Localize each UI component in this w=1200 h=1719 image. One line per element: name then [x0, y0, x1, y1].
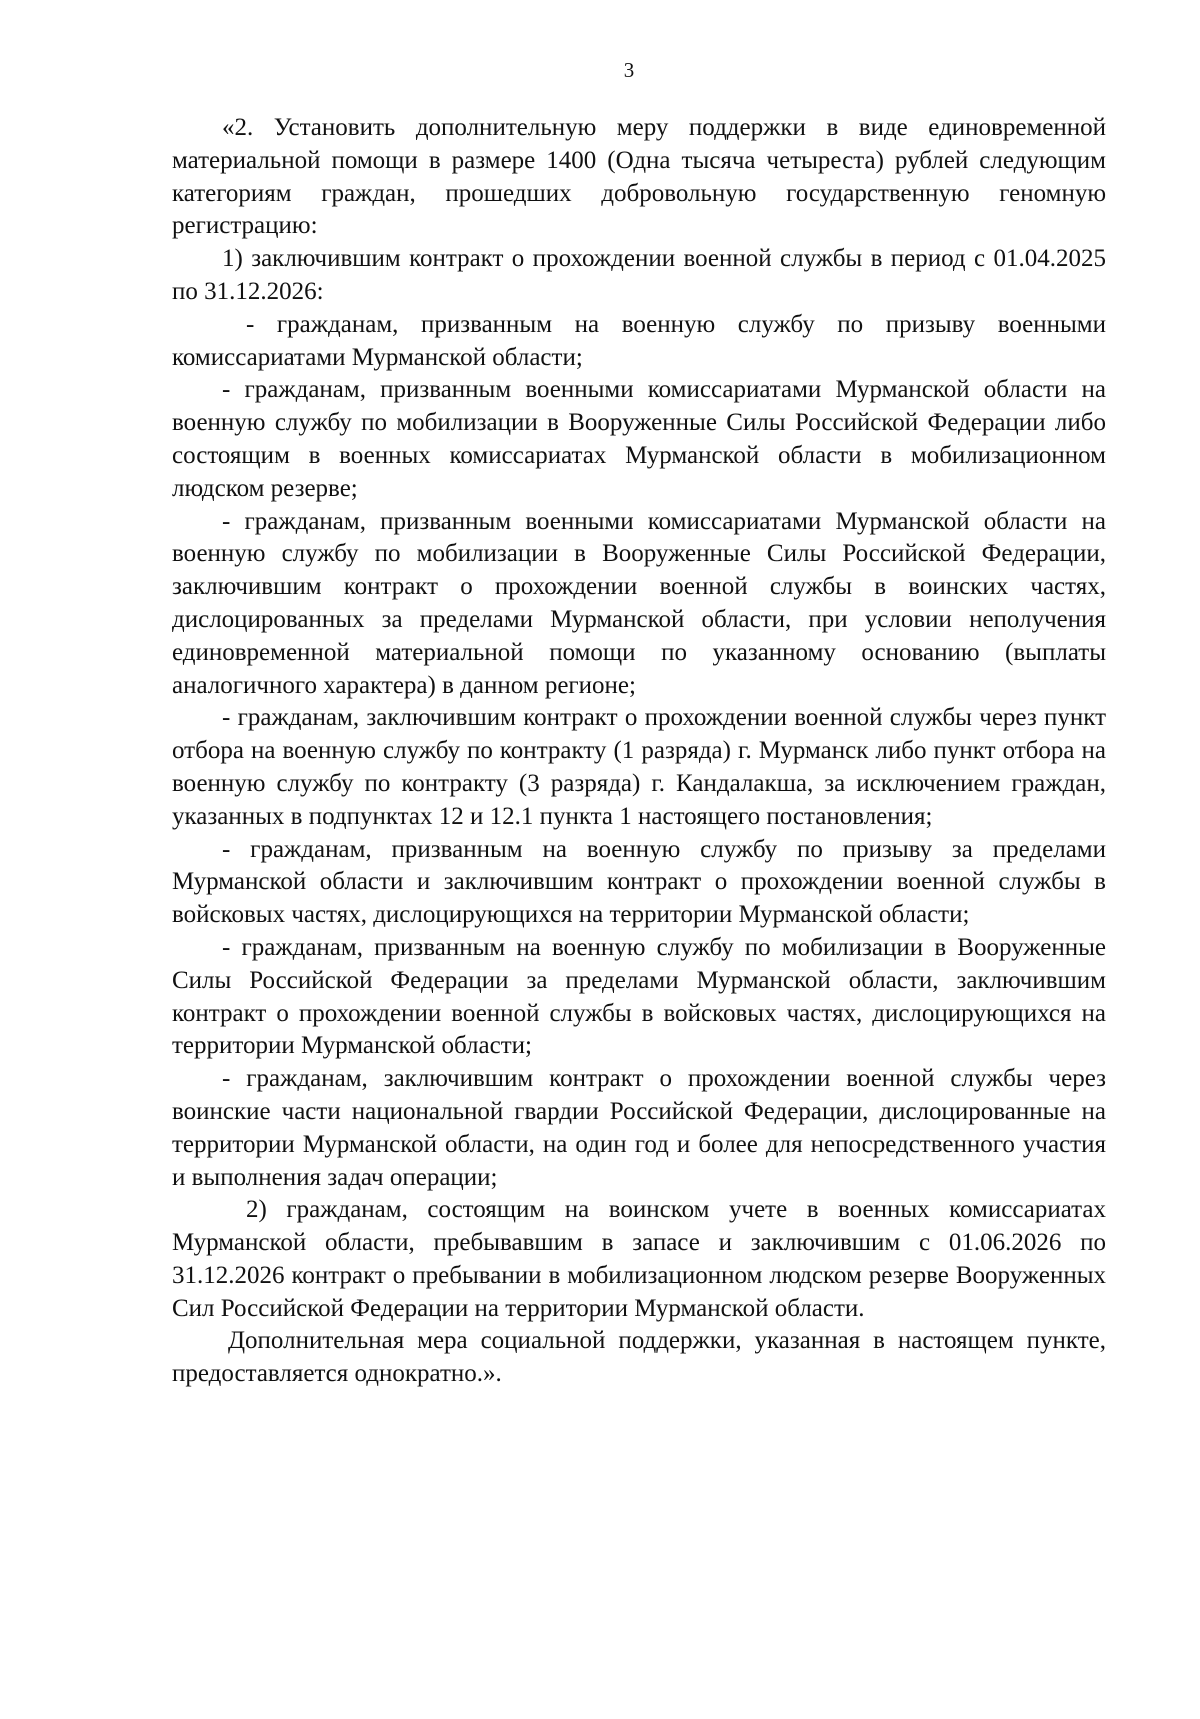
paragraph-closing: Дополнительная мера социальной поддержки, указанная в настоящем пункте, предоставляется однократно.».: [172, 1327, 1106, 1388]
paragraph-subitem-national-guard: - гражданам, заключившим контракт о прохождении военной службы через воинские части национальной гвардии Российской Федерации, дислоцированные на территории Мурманской области, на один год и более для непосредственного участия и выполнения задач операции;: [172, 1065, 1106, 1191]
page-number: 3: [623, 58, 635, 82]
paragraph-subitem-mobilized: - гражданам, призванным военными комиссариатами Мурманской области на военную службу по мобилизации в Вооруженные Силы Российской Федерации либо состоящим в военных комиссариатах Мурманской области в мобилизационном людском резерве;: [172, 376, 1106, 502]
paragraph-subitem-conscripts-outside: - гражданам, призванным на военную службу по призыву за пределами Мурманской области и заключившим контракт о прохождении военной службы в войсковых частях, дислоцирующихся на территории Мурманской области;: [172, 835, 1106, 929]
paragraph-subitem-mobilized-outside: - гражданам, призванным на военную службу по мобилизации в Вооруженные Силы Российской Федерации за пределами Мурманской области, заключившим контракт о прохождении военной службы в войсковых частях, дислоцирующихся на территории Мурманской области;: [172, 933, 1106, 1060]
paragraph-subitem-selection-point: - гражданам, заключившим контракт о прохождении военной службы через пункт отбора на военную службу по контракту (1 разряда) г. Мурманск либо пункт отбора на военную службу по контракту (3 разряда) г. Кандалакша, за исключением граждан, указанных в подпунктах 12 и 12.1 пункта 1 настоящего постановления;: [172, 704, 1106, 830]
paragraph-item-2: 2) гражданам, состоящим на воинском учете в военных комиссариатах Мурманской области, пребывавшим в запасе и заключившим с 01.06.2026 по 31.12.2026 контракт о пребывании в мобилизационном людском резерве Вооруженных Сил Российской Федерации на территории Мурманской области.: [172, 1196, 1106, 1322]
paragraph-subitem-conscripts: - гражданам, призванным на военную службу по призыву военными комиссариатами Мурманской области;: [172, 310, 1106, 371]
paragraph-item-1: 1) заключившим контракт о прохождении военной службы в период с 01.04.2025 по 31.12.2026:: [172, 245, 1106, 305]
paragraph-intro: «2. Установить дополнительную меру поддержки в виде единовременной материальной помощи в размере 1400 (Одна тысяча четыреста) рублей следующим категориям граждан, прошедших добровольную государственную геномную регистрацию:: [172, 114, 1106, 240]
paragraph-subitem-mobilized-contract: - гражданам, призванным военными комиссариатами Мурманской области на военную службу по мобилизации в Вооруженные Силы Российской Федерации, заключившим контракт о прохождении военной службы в воинских частях, дислоцированных за пределами Мурманской области, при условии неполучения единовременной материальной помощи по указанному основанию (выплаты аналогичного характера) в данном регионе;: [172, 507, 1106, 699]
document-body: [172, 112, 1106, 1391]
